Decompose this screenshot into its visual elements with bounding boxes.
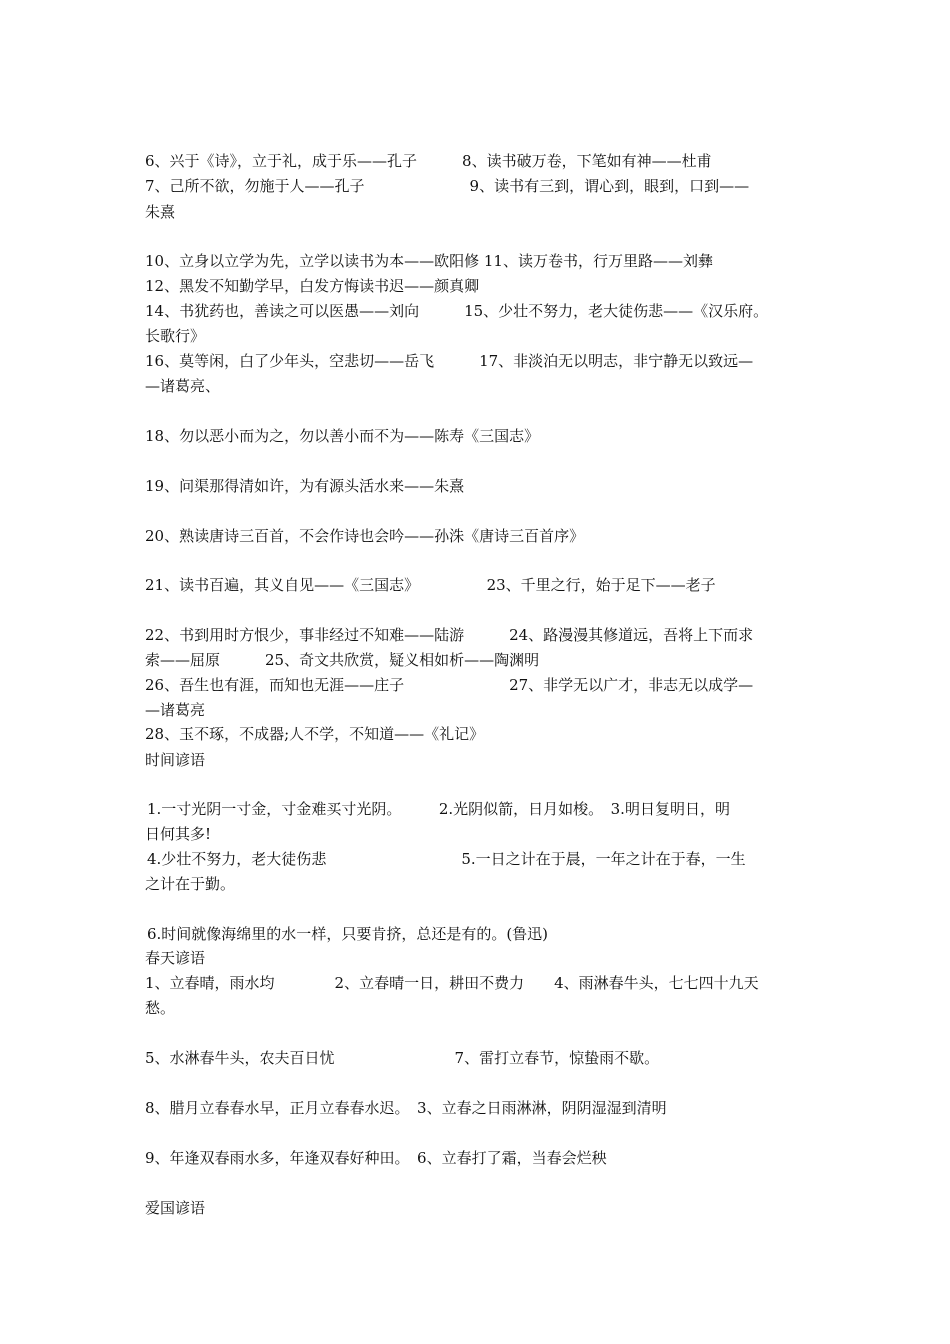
text-line: 日何其多! xyxy=(145,825,212,843)
text-line: 之计在于勤。 xyxy=(145,875,236,893)
text-line: 12、黑发不知勤学早，白发方悔读书迟——颜真卿 xyxy=(145,277,480,295)
text-line: 9、年逢双春雨水多，年逢双春好种田。 6、立春打了霜，当春会烂秧 xyxy=(145,1149,607,1167)
text-line: 10、立身以立学为先，立学以读书为本——欧阳修 11、读万卷书，行万里路——刘彝 xyxy=(145,252,713,270)
text-line: 1、立春晴，雨水均 2、立春晴一日，耕田不费力 4、雨淋春牛头，七七四十九天 xyxy=(145,974,759,992)
text-line: 28、玉不琢，不成器;人不学，不知道——《礼记》 xyxy=(145,725,485,743)
text-line: 1.一寸光阴一寸金，寸金难买寸光阴。 2.光阴似箭，日月如梭。 3.明日复明日，明 xyxy=(147,800,730,818)
text-line: —诸葛亮 xyxy=(145,701,206,719)
text-line: 愁。 xyxy=(145,999,176,1017)
text-line: 6.时间就像海绵里的水一样，只要肯挤，总还是有的。(鲁迅) xyxy=(147,925,549,943)
text-line: 18、勿以恶小而为之，勿以善小而不为——陈寿《三国志》 xyxy=(145,427,540,445)
section-heading: 春天谚语 xyxy=(145,949,206,967)
text-line: —诸葛亮、 xyxy=(145,377,221,395)
section-heading: 时间谚语 xyxy=(145,751,206,769)
text-line: 长歌行》 xyxy=(145,327,206,345)
text-line: 21、读书百遍，其义自见——《三国志》 23、千里之行，始于足下——老子 xyxy=(145,576,716,594)
section-heading: 爱国谚语 xyxy=(145,1199,206,1217)
text-line: 19、问渠那得清如许，为有源头活水来——朱熹 xyxy=(145,477,465,495)
text-line: 26、吾生也有涯，而知也无涯——庄子 27、非学无以广才，非志无以成学— xyxy=(145,676,754,694)
text-line: 朱熹 xyxy=(145,203,176,221)
text-line: 5、水淋春牛头，农夫百日忧 7、雷打立春节，惊蛰雨不歇。 xyxy=(145,1049,660,1067)
text-line: 20、熟读唐诗三百首，不会作诗也会吟——孙洙《唐诗三百首序》 xyxy=(145,527,585,545)
text-line: 16、莫等闲，白了少年头，空悲切——岳飞 17、非淡泊无以明志，非宁静无以致远— xyxy=(145,352,754,370)
text-line: 6、兴于《诗》，立于礼，成于乐——孔子 8、读书破万卷，下笔如有神——杜甫 xyxy=(145,152,712,170)
text-line: 22、书到用时方恨少，事非经过不知难——陆游 24、路漫漫其修道远，吾将上下而求 xyxy=(145,626,754,644)
text-line: 4.少壮不努力，老大徒伤悲 5.一日之计在于晨，一年之计在于春，一生 xyxy=(147,850,746,868)
text-line: 8、腊月立春春水早，正月立春春水迟。 3、立春之日雨淋淋，阴阴湿湿到清明 xyxy=(145,1099,667,1117)
text-line: 索——屈原 25、奇文共欣赏，疑义相如析——陶渊明 xyxy=(145,651,540,669)
text-line: 7、己所不欲，勿施于人——孔子 9、读书有三到，谓心到，眼到，口到—— xyxy=(145,177,750,195)
text-line: 14、书犹药也，善读之可以医愚——刘向 15、少壮不努力，老大徒伤悲——《汉乐府。 xyxy=(145,302,769,320)
